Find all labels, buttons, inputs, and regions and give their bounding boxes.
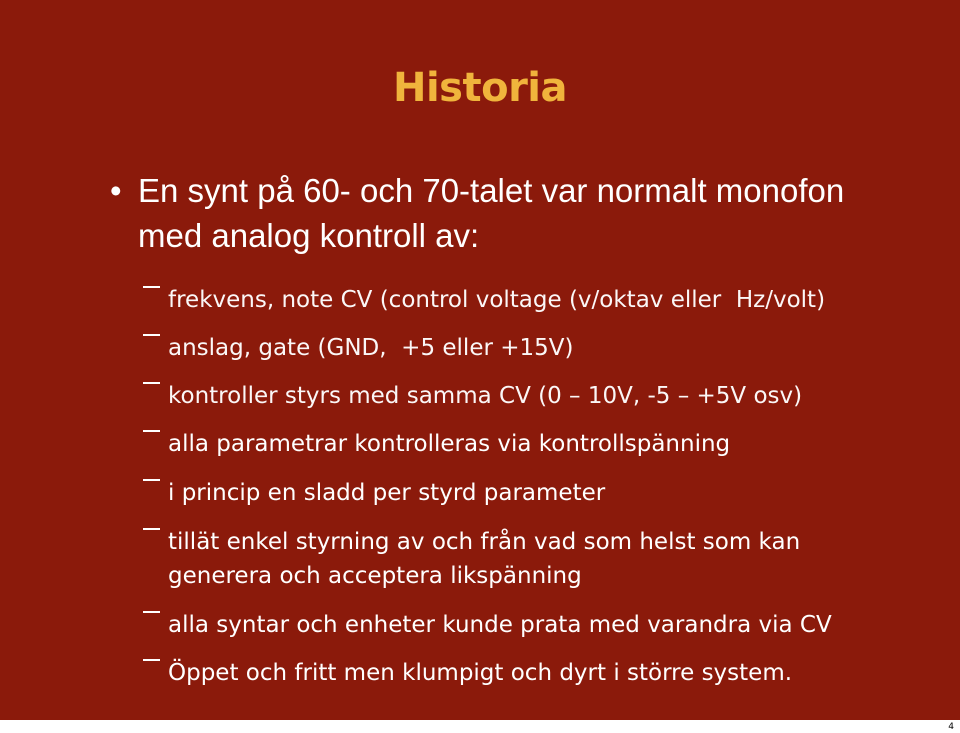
dash-icon: [143, 286, 160, 288]
bullet-dot: •: [110, 172, 122, 209]
sub-item-text: anslag, gate (GND, +5 eller +15V): [168, 335, 574, 361]
sub-item-text: tillät enkel styrning av och från vad som helst som kan generera och acceptera likspänning: [168, 529, 808, 589]
sub-item-text: alla syntar och enheter kunde prata med varandra via CV: [168, 612, 832, 638]
dash-icon: [143, 430, 160, 432]
sub-item-text: kontroller styrs med samma CV (0 – 10V, -5 – +5V osv): [168, 383, 803, 409]
dash-icon: [143, 528, 160, 530]
dash-icon: [143, 334, 160, 336]
page-number: 4: [948, 722, 954, 732]
dash-icon: [143, 382, 160, 384]
dash-icon: [143, 479, 160, 481]
sub-item-text: i princip en sladd per styrd parameter: [168, 480, 606, 506]
main-bullet-text: En synt på 60- och 70-talet var normalt monofon med analog kontroll av:: [138, 172, 845, 254]
sub-item-text: frekvens, note CV (control voltage (v/oktav eller Hz/volt): [168, 287, 826, 313]
dash-icon: [143, 611, 160, 613]
slide-title: Historia: [392, 65, 568, 111]
sub-item-text: Öppet och fritt men klumpigt och dyrt i större system.: [168, 660, 793, 686]
dash-icon: [143, 659, 160, 661]
sub-item-text: alla parametrar kontrolleras via kontrollspänning: [168, 431, 731, 457]
